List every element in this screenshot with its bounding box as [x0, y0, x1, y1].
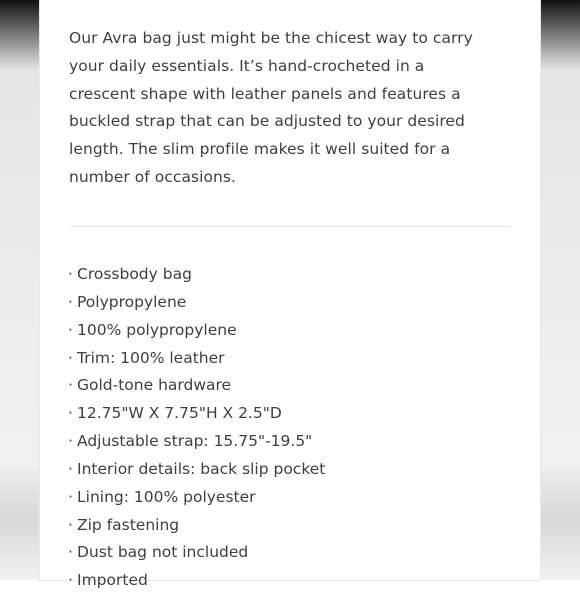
- bullet-icon: ·: [68, 571, 73, 590]
- bullet-icon: ·: [68, 292, 73, 311]
- bullet-icon: ·: [68, 432, 73, 451]
- feature-text: Zip fastening: [77, 515, 180, 534]
- feature-item: [68, 289, 325, 317]
- product-details-card: [40, 0, 540, 590]
- description-line: Our Avra bag just might be the chicest way to carry: [69, 29, 473, 47]
- feature-item: [68, 372, 325, 400]
- feature-item: [68, 345, 325, 373]
- feature-item: [68, 428, 325, 456]
- feature-text: Interior details: back slip pocket: [77, 459, 326, 478]
- feature-item: [68, 456, 325, 484]
- feature-text: Adjustable strap: 15.75"-19.5": [77, 432, 313, 451]
- bullet-icon: ·: [68, 320, 73, 339]
- feature-item: [68, 484, 325, 512]
- product-description: [69, 25, 509, 192]
- description-line: crescent shape with leather panels and features a: [69, 84, 461, 103]
- bullet-icon: ·: [68, 348, 73, 367]
- feature-item: [68, 400, 325, 428]
- feature-item: [68, 512, 325, 540]
- feature-text: Trim: 100% leather: [77, 348, 225, 367]
- description-line: number of occasions.: [69, 167, 237, 186]
- feature-text: Gold-tone hardware: [77, 376, 232, 395]
- feature-text: Imported: [77, 571, 148, 590]
- description-line: length. The slim profile makes it well suited for a: [69, 140, 451, 159]
- feature-item: [68, 261, 325, 289]
- description-line: your daily essentials. It’s hand-crocheted in a: [69, 56, 425, 75]
- bullet-icon: ·: [68, 459, 73, 478]
- feature-item: [68, 539, 325, 567]
- right-background-edge: [540, 0, 580, 580]
- feature-list: [68, 261, 325, 595]
- left-background-edge: [0, 0, 40, 580]
- bullet-icon: ·: [68, 543, 73, 562]
- bullet-icon: ·: [68, 376, 73, 395]
- section-divider: [69, 226, 511, 227]
- feature-item: [68, 567, 325, 595]
- feature-item: [68, 317, 325, 345]
- feature-text: Lining: 100% polyester: [77, 487, 256, 506]
- bullet-icon: ·: [68, 265, 73, 283]
- feature-text: 12.75"W X 7.75"H X 2.5"D: [77, 404, 282, 423]
- bullet-icon: ·: [68, 515, 73, 534]
- feature-text: 100% polypropylene: [77, 320, 237, 339]
- feature-text: Polypropylene: [77, 292, 187, 311]
- bullet-icon: ·: [68, 487, 73, 506]
- feature-text: Crossbody bag: [77, 265, 192, 283]
- bullet-icon: ·: [68, 404, 73, 423]
- feature-text: Dust bag not included: [77, 543, 249, 562]
- description-line: buckled strap that can be adjusted to your desired: [69, 112, 465, 131]
